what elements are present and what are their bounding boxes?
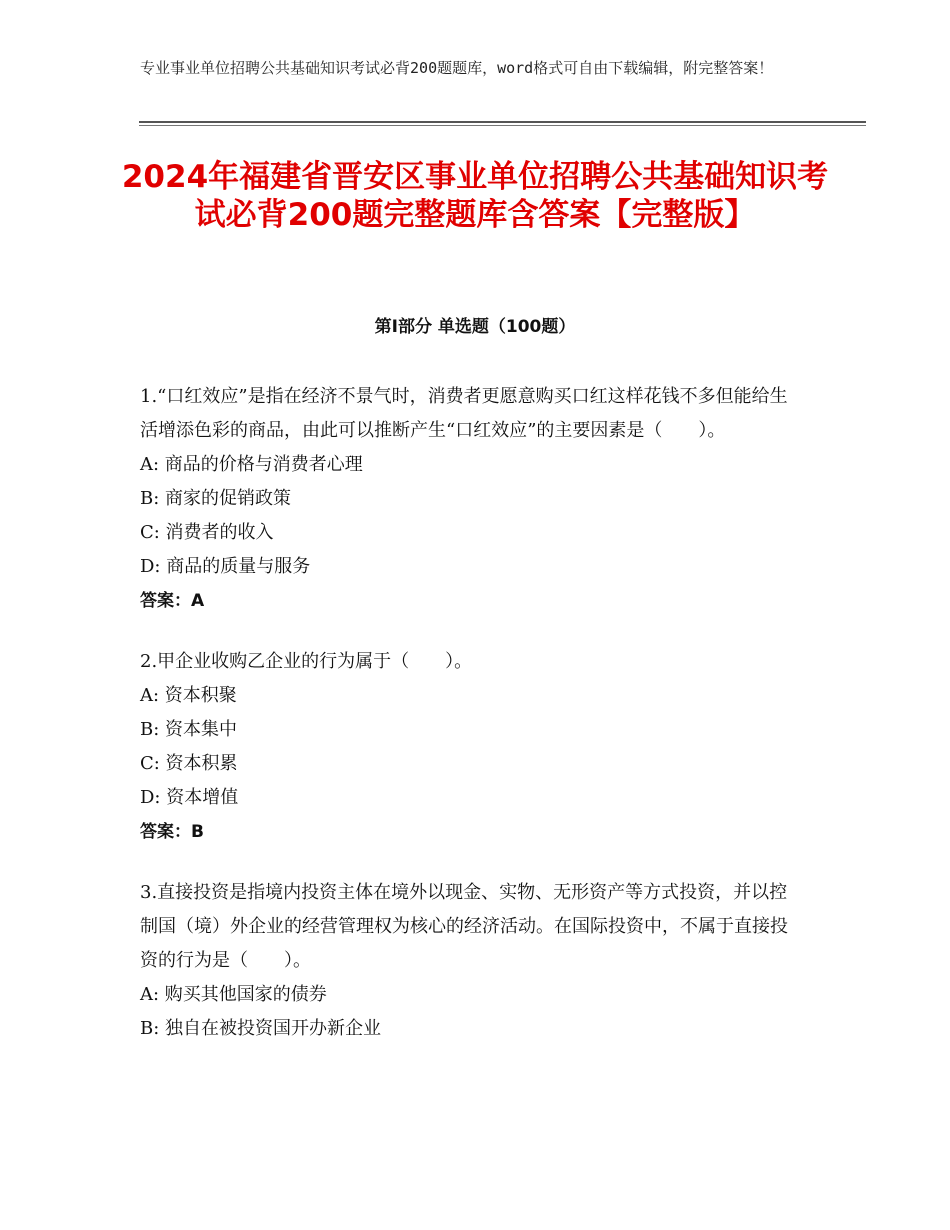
- option-a: A: 购买其他国家的债券: [140, 984, 327, 1005]
- document-title: 2024年福建省晋安区事业单位招聘公共基础知识考试必背200题完整题库含答案【完整版】: [121, 159, 829, 233]
- question-stem: 2.甲企业收购乙企业的行为属于（ ）。: [140, 651, 473, 672]
- option-a: A: 商品的价格与消费者心理: [140, 454, 363, 475]
- question-2: [140, 645, 800, 849]
- header-note: 专业事业单位招聘公共基础知识考试必背200题题库，word格式可自由下载编辑，附完整答案！: [140, 59, 774, 77]
- question-3: [140, 876, 800, 1046]
- question-stem: 3.直接投资是指境内投资主体在境外以现金、实物、无形资产等方式投资，并以控制国（境）外企业的经营管理权为核心的经济活动。在国际投资中，不属于直接投资的行为是（ ）。: [140, 882, 788, 971]
- option-d: D: 商品的质量与服务: [140, 556, 311, 577]
- option-c: C: 消费者的收入: [140, 522, 274, 543]
- option-b: B: 商家的促销政策: [140, 488, 292, 509]
- header-divider-thin: [139, 125, 866, 126]
- option-a: A: 资本积聚: [140, 685, 237, 706]
- option-d: D: 资本增值: [140, 787, 239, 808]
- option-c: C: 资本积累: [140, 753, 238, 774]
- header-divider-thick: [139, 121, 866, 123]
- question-list: [140, 380, 800, 1073]
- option-b: B: 独自在被投资国开办新企业: [140, 1018, 382, 1039]
- answer-label: 答案：A: [140, 591, 205, 611]
- answer-label: 答案：B: [140, 822, 204, 842]
- question-stem: 1.“口红效应”是指在经济不景气时，消费者更愿意购买口红这样花钱不多但能给生活增添色彩的商品，由此可以推断产生“口红效应”的主要因素是（ ）。: [140, 386, 788, 441]
- option-b: B: 资本集中: [140, 719, 238, 740]
- question-1: [140, 380, 800, 618]
- section-heading: 第Ⅰ部分 单选题（100题）: [374, 317, 576, 337]
